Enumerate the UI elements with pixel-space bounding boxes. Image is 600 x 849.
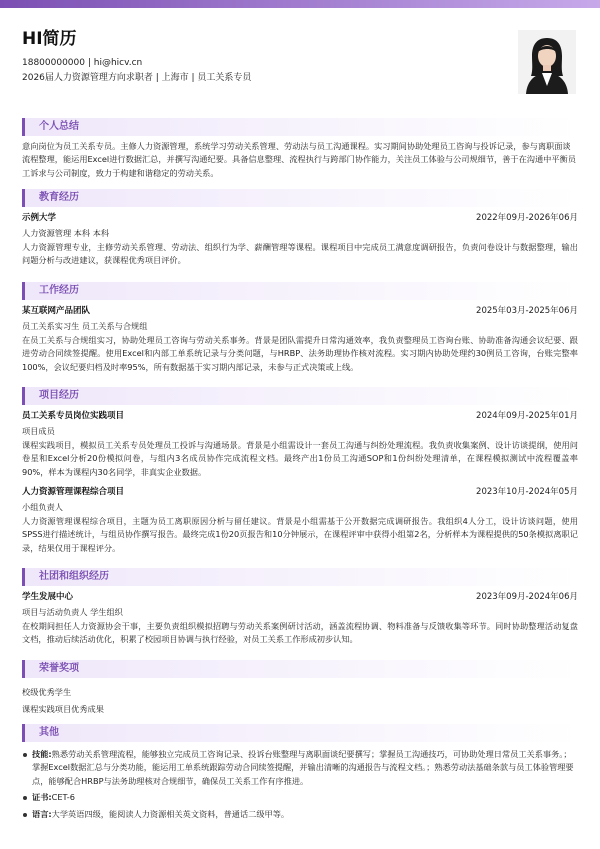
project-date: 2024年09月-2025年01月	[476, 411, 578, 421]
project-item	[22, 409, 578, 479]
school-name: 示例大学	[22, 213, 57, 223]
project-desc: 人力资源管理课程综合项目，主题为员工离职原因分析与留任建议。背景是小组需基于公开数据完成调研报告。我组织4人分工，设计访谈问题，使用SPSS进行描述统计，与组员协作撰写报告。最终完成1份20页报告和10分钟展示，在课程评审中获得小组第2名，分析样本为课程提供的50条模拟离职记录，结果仅用于课程评分。	[22, 516, 578, 553]
project-role: 小组负责人	[22, 502, 63, 512]
work-item	[22, 304, 578, 374]
club-role: 项目与活动负责人 学生组织	[22, 607, 123, 617]
club-desc: 在校期间担任人力资源协会干事，主要负责组织模拟招聘与劳动关系案例研讨活动，涵盖流程协调、物料准备与反馈收集等环节。同时协助整理活动复盘文档，推动后续活动优化，积累了校园项目协调与执行经验，对员工关系工作形成初步认知。	[22, 621, 578, 645]
project-role: 项目成员	[22, 426, 55, 436]
education-date: 2022年09月-2026年06月	[476, 213, 578, 223]
project-date: 2023年10月-2024年05月	[476, 487, 578, 497]
club-name: 学生发展中心	[22, 592, 74, 602]
avatar	[518, 30, 576, 94]
company-name: 某互联网产品团队	[22, 306, 91, 316]
section-title-clubs: 社团和组织经历	[22, 568, 578, 586]
other-list	[22, 748, 578, 821]
skills-item: 技能:熟悉劳动关系管理流程，能够独立完成员工咨询记录、投诉台账整理与离职面谈纪要撰写；掌握员工沟通技巧，可协助处理日常员工关系事务。；掌握Excel数据汇总与分类功能，能运用工单系统跟踪劳动合同续签提醒，并输出清晰的沟通报告与流程文档。；熟悉劳动法基础条款与员工体验管理要点，能够配合HRBP与法务助理核对合规细节，确保员工关系工作有序推进。	[22, 748, 578, 788]
work-desc: 在员工关系与合规组实习，协助处理员工咨询与劳动关系事务。背景是团队需提升日常沟通效率，我负责整理员工咨询台账、协助准备沟通会议纪要、跟进劳动合同续签提醒。使用Excel和内部工单系统记录与分类问题，与HRBP、法务助理协作核对流程。实习期内协助处理约30例员工咨询，台账完整率100%，会议纪要归档及时率95%，所有数据基于实习期内部记录，未参与正式决策或上线。	[22, 335, 578, 372]
section-title-summary: 个人总结	[22, 118, 578, 136]
section-title-work: 工作经历	[22, 282, 578, 300]
work-date: 2025年03月-2025年06月	[476, 306, 578, 316]
work-role: 员工关系实习生 员工关系与合规组	[22, 321, 148, 331]
education-desc: 人力资源管理专业，主修劳动关系管理、劳动法、组织行为学、薪酬管理等课程。课程项目中完成员工满意度调研报告，负责问卷设计与数据整理，输出问题分析与改进建议，获课程优秀项目评价。	[22, 242, 578, 266]
section-title-awards: 荣誉奖项	[22, 660, 578, 678]
project-item	[22, 485, 578, 555]
education-major: 人力资源管理 本科 本科	[22, 228, 110, 238]
education-item	[22, 211, 578, 268]
contact-line-1: 18800000000 | hi@hicv.cn	[22, 58, 143, 68]
language-item: 语言:大学英语四级，能阅读人力资源相关英文资料，普通话二级甲等。	[22, 808, 578, 821]
project-desc: 课程实践项目，模拟员工关系专员处理员工投诉与沟通场景。背景是小组需设计一套员工沟通与纠纷处理流程。我负责收集案例、设计访谈提纲，使用问卷星和Excel分析20份模拟问卷，与组内3名成员协作完成流程文档。最终产出1份员工沟通SOP和1份纠纷处理清单，在课程模拟测试中流程覆盖率90%，样本为课程内30名同学，非真实企业数据。	[22, 440, 578, 477]
resume-header	[22, 28, 492, 85]
certificate-item: 证书:CET-6	[22, 791, 578, 804]
contact-line-2: 2026届人力资源管理方向求职者 | 上海市 | 员工关系专员	[22, 73, 252, 83]
section-title-education: 教育经历	[22, 189, 578, 207]
project-name: 人力资源管理课程综合项目	[22, 487, 125, 497]
section-title-other: 其他	[22, 724, 578, 742]
project-name: 员工关系专员岗位实践项目	[22, 411, 125, 421]
club-date: 2023年09月-2024年06月	[476, 592, 578, 602]
top-accent-bar	[0, 0, 600, 8]
summary-text: 意向岗位为员工关系专员。主修人力资源管理，系统学习劳动关系管理、劳动法与员工沟通课程。实习期间协助处理员工咨询与投诉记录，参与离职面谈流程整理，能运用Excel进行数据汇总，并撰写沟通纪要。具备信息整理、流程执行与跨部门协作能力，关注员工体验与公司规细节，善于在沟通中平衡员工诉求与公司制度，致力于构建和谐稳定的劳动关系。	[22, 141, 576, 178]
club-item	[22, 590, 578, 647]
award-item: 校级优秀学生	[22, 687, 72, 697]
awards-list	[22, 684, 578, 718]
portrait-icon	[518, 30, 576, 94]
section-title-projects: 项目经历	[22, 387, 578, 405]
candidate-name: HI简历	[22, 29, 77, 49]
award-item: 课程实践项目优秀成果	[22, 704, 104, 714]
